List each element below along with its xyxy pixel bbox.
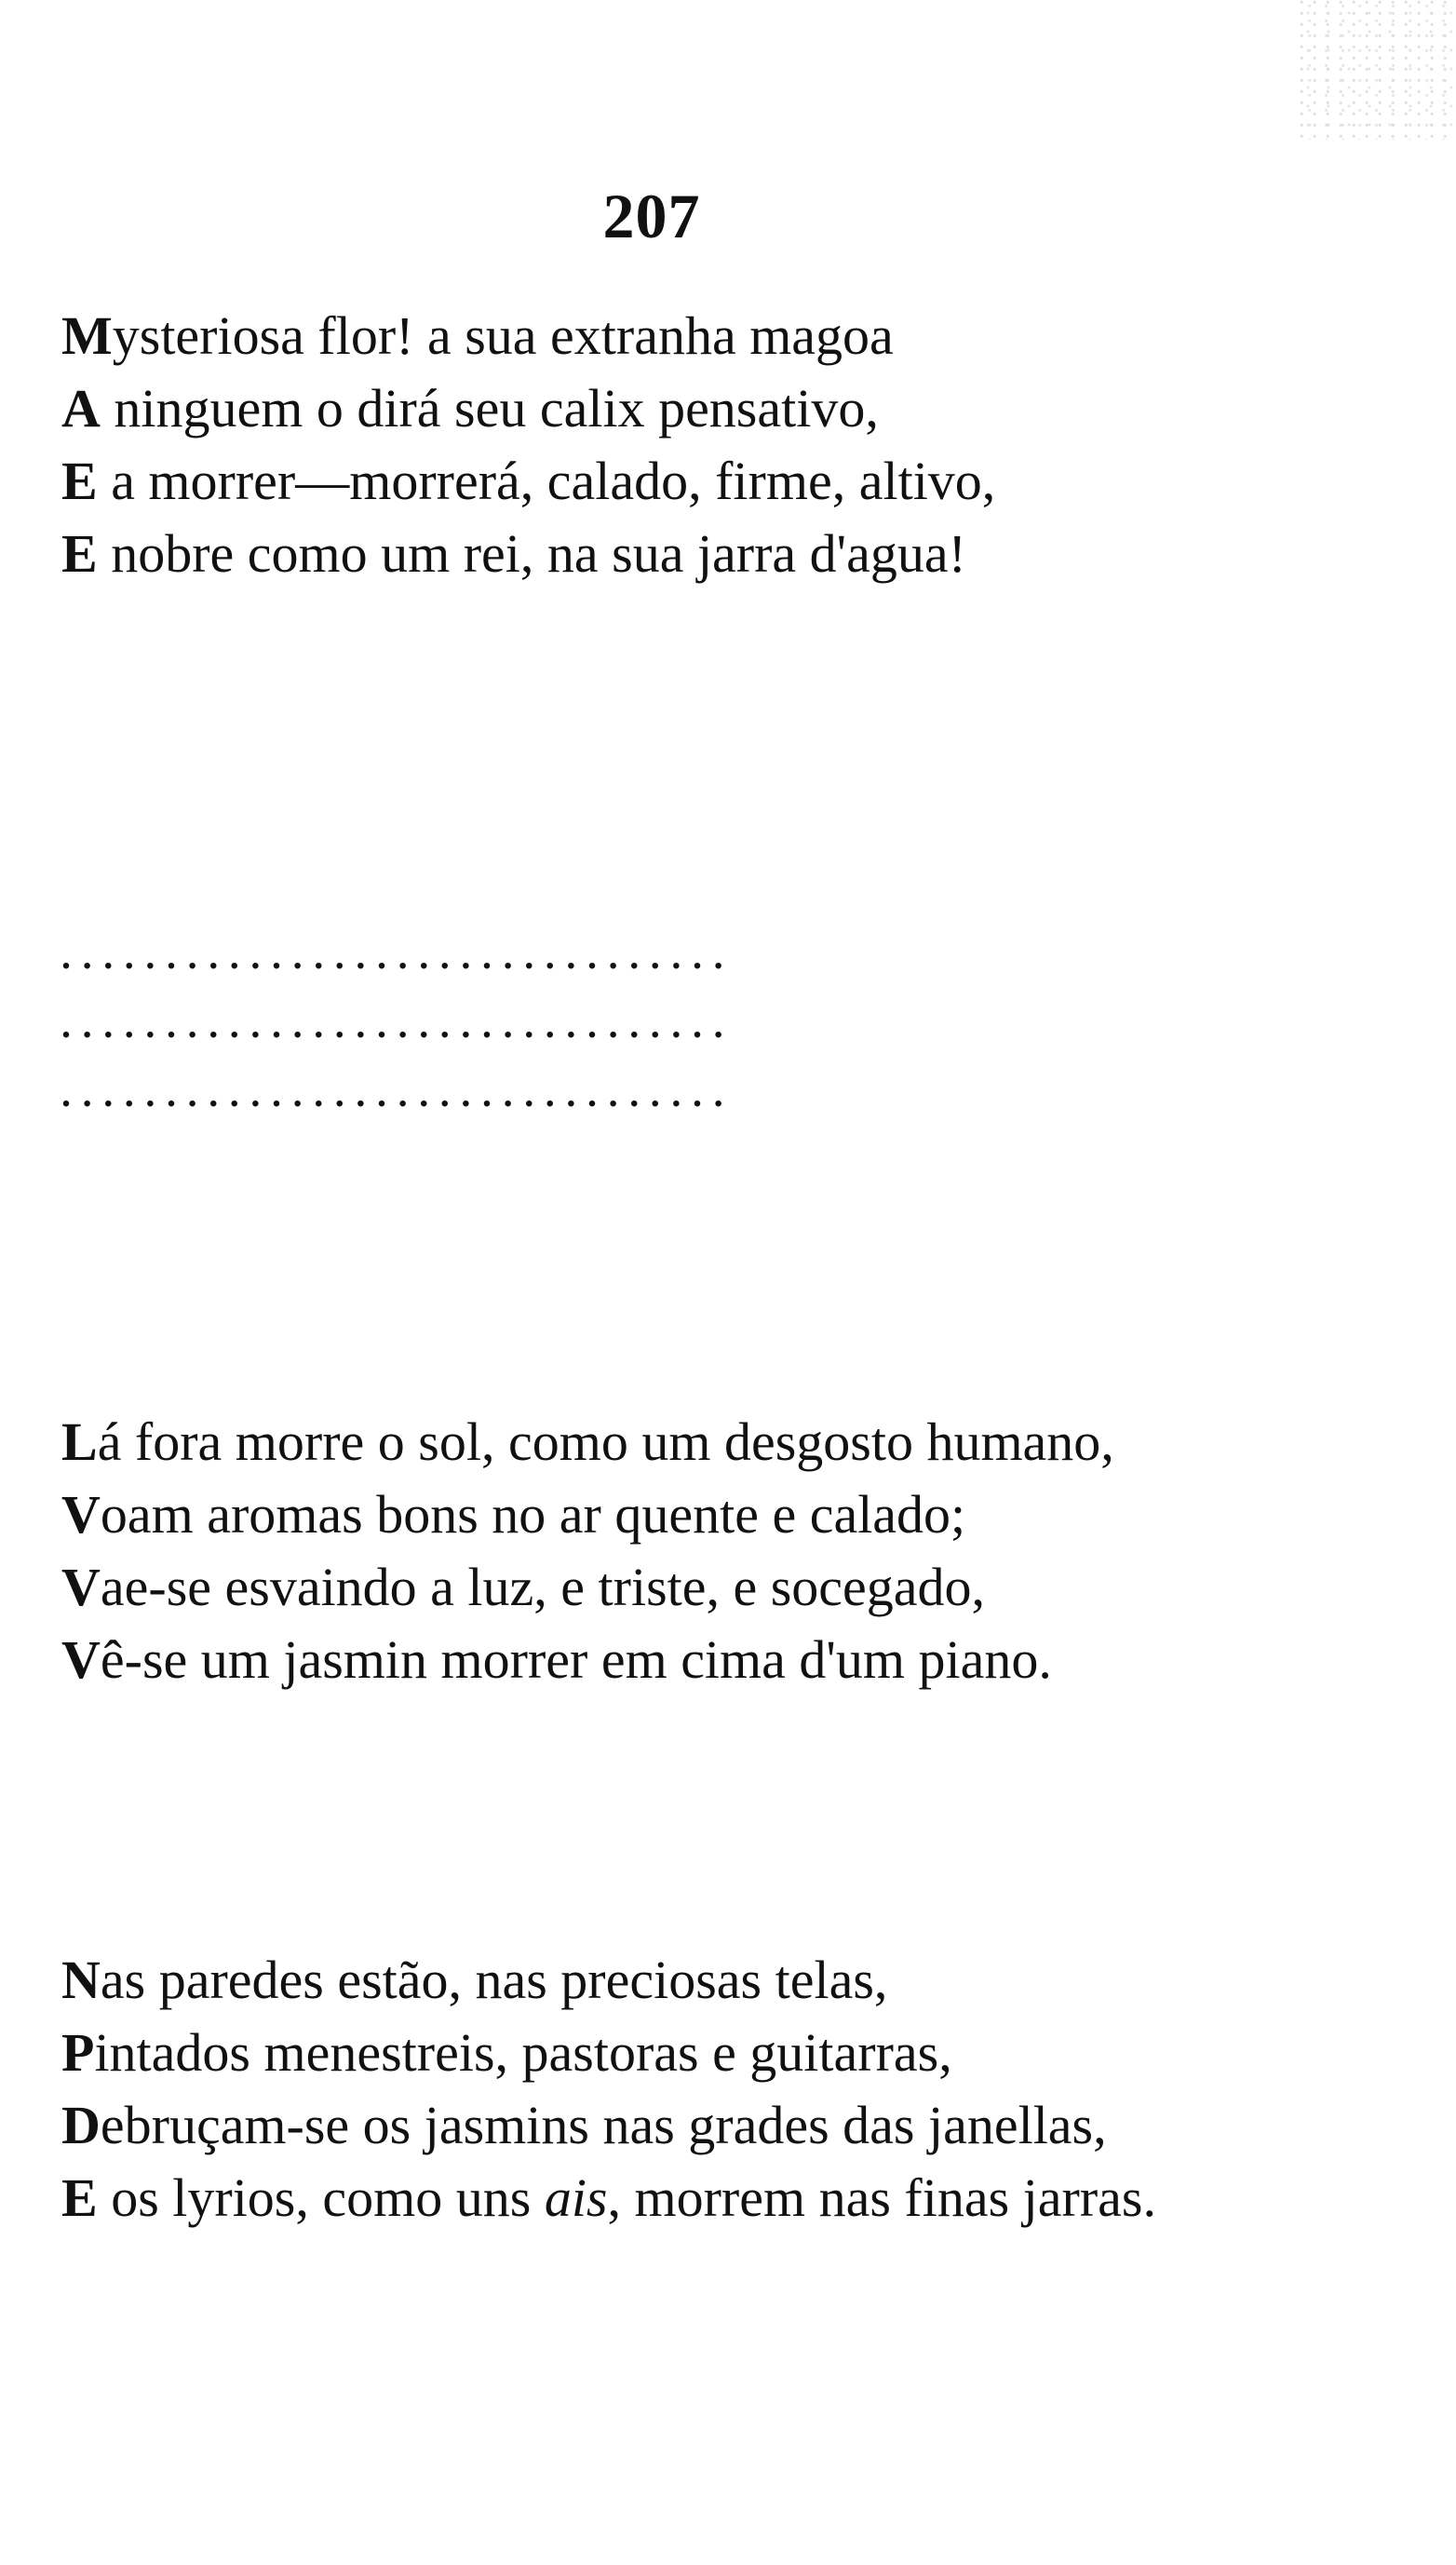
verse-line xyxy=(61,518,1365,590)
line-initial: D xyxy=(61,2095,101,2155)
line-initial: P xyxy=(61,2022,95,2083)
stanza-1 xyxy=(61,300,1365,590)
verse-line xyxy=(61,1944,1365,2017)
stanza-2 xyxy=(61,1406,1365,1696)
line-text: oam aromas bons no ar quente e calado; xyxy=(100,1484,966,1545)
line-text: a morrer—morrerá, calado, firme, altivo, xyxy=(97,451,996,511)
stanza-3 xyxy=(61,1944,1365,2234)
line-initial: E xyxy=(61,451,98,511)
line-text: ninguem o dirá seu calix pensativo, xyxy=(100,378,879,439)
line-text: as paredes estão, nas preciosas telas, xyxy=(100,1950,888,2010)
line-text: ysteriosa flor! a sua extranha magoa xyxy=(112,305,894,366)
line-text: ê-se um jasmin morrer em cima d'um piano. xyxy=(100,1629,1052,1690)
line-initial: N xyxy=(61,1950,101,2010)
line-initial: E xyxy=(61,523,98,584)
line-text: , morrem nas finas jarras. xyxy=(607,2167,1156,2228)
line-text: ae-se esvaindo a luz, e triste, e socegado, xyxy=(100,1557,986,1617)
verse-line xyxy=(61,2089,1365,2162)
verse-line xyxy=(61,2017,1365,2089)
line-initial: V xyxy=(61,1629,101,1690)
line-text: nobre como um rei, na sua jarra d'agua! xyxy=(97,523,966,584)
verse-line xyxy=(61,1406,1365,1478)
dot-row: ................................ xyxy=(61,935,735,977)
verse-line xyxy=(61,372,1365,445)
dot-row: ................................ xyxy=(61,1073,735,1114)
line-initial: L xyxy=(61,1411,98,1472)
line-text: ebruçam-se os jasmins nas grades das janellas, xyxy=(100,2095,1107,2155)
line-initial: V xyxy=(61,1484,101,1545)
verse-line xyxy=(61,2162,1365,2234)
line-initial: V xyxy=(61,1557,101,1617)
verse-line xyxy=(61,1478,1365,1551)
verse-line xyxy=(61,300,1365,372)
page-number: 207 xyxy=(602,181,701,251)
dot-row: ................................ xyxy=(61,1004,735,1046)
ellipsis-rows xyxy=(61,922,1179,1128)
line-initial: E xyxy=(61,2167,98,2228)
line-initial: A xyxy=(61,378,101,439)
verse-line xyxy=(61,1624,1365,1696)
line-text: intados menestreis, pastoras e guitarras, xyxy=(94,2022,952,2083)
verse-line xyxy=(61,445,1365,518)
italic-word: ais xyxy=(544,2167,608,2228)
line-initial: M xyxy=(61,305,113,366)
line-text: os lyrios, como uns xyxy=(97,2167,545,2228)
line-text: á fora morre o sol, como um desgosto humano, xyxy=(97,1411,1114,1472)
page-speckle-mark xyxy=(1298,0,1456,140)
verse-line xyxy=(61,1551,1365,1624)
